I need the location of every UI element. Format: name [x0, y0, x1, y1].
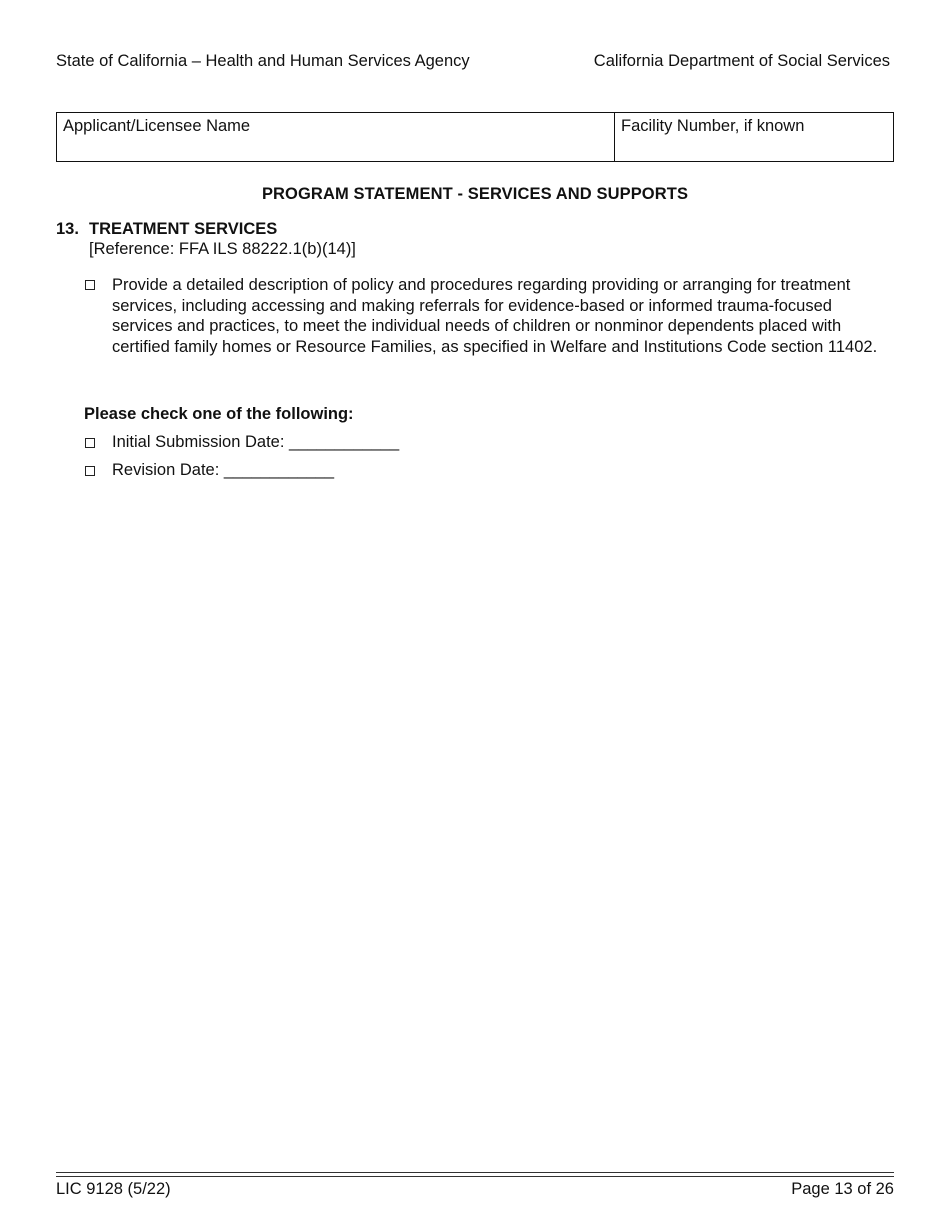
- agency-name: State of California – Health and Human Services Agency: [56, 52, 470, 70]
- item-heading: [56, 220, 277, 239]
- identification-table: [56, 112, 894, 162]
- applicant-name-field[interactable]: [57, 113, 615, 161]
- requirement-text: Provide a detailed description of policy and procedures regarding providing or arranging for treatment services, including accessing and making referrals for evidence-based or informed trauma-focused services and practices, to meet the individual needs of children or nonminor dependents placed with certified family homes or Resource Families, as specified in Welfare and Institutions Code section 11402.: [112, 276, 878, 356]
- item-reference: [Reference: FFA ILS 88222.1(b)(14)]: [89, 240, 356, 258]
- facility-number-label: Facility Number, if known: [621, 117, 805, 135]
- revision-label: Revision Date: ____________: [112, 461, 335, 479]
- initial-submission-option: [84, 433, 399, 453]
- applicant-name-label: Applicant/Licensee Name: [63, 117, 251, 135]
- section-title: PROGRAM STATEMENT - SERVICES AND SUPPORTS: [261, 185, 689, 203]
- initial-submission-label: Initial Submission Date: ____________: [112, 433, 400, 451]
- check-prompt: Please check one of the following:: [84, 405, 354, 423]
- requirement-item: [84, 275, 884, 357]
- facility-number-field[interactable]: [615, 113, 893, 161]
- page-number: Page 13 of 26: [791, 1180, 894, 1198]
- initial-submission-checkbox[interactable]: [85, 438, 95, 448]
- revision-option: [84, 461, 334, 481]
- department-name: California Department of Social Services: [593, 52, 890, 70]
- item-number: 13.: [56, 220, 79, 238]
- footer-rule-bottom: [56, 1176, 894, 1177]
- revision-checkbox[interactable]: [85, 466, 95, 476]
- footer-rule-top: [56, 1172, 894, 1173]
- requirement-checkbox[interactable]: [85, 280, 95, 290]
- page-header: [56, 52, 890, 74]
- form-id: LIC 9128 (5/22): [56, 1180, 171, 1198]
- item-title: TREATMENT SERVICES: [89, 220, 278, 238]
